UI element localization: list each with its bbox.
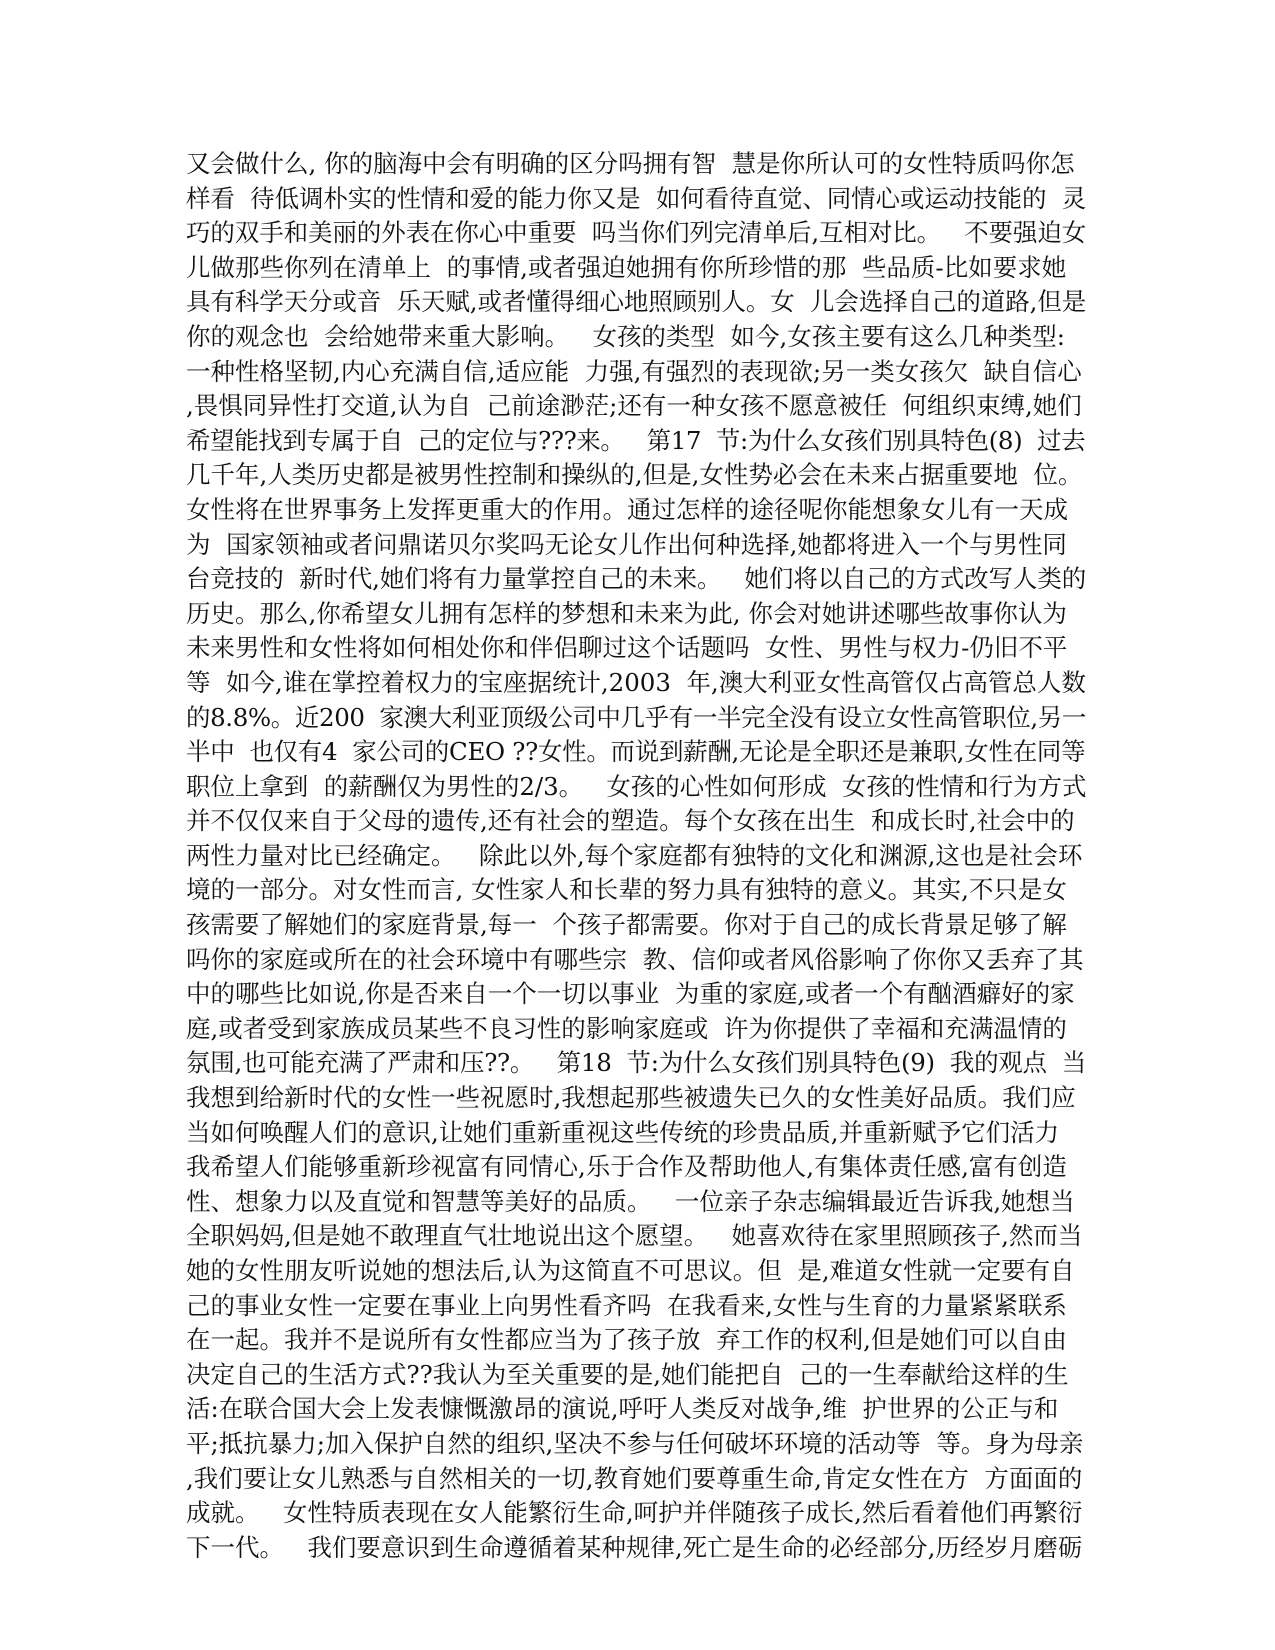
text-line: 她的女性朋友听说她的想法后,认为这简直不可思议。但 是,难道女性就一定要有自 xyxy=(186,1256,1075,1285)
text-line: 具有科学天分或音 乐天赋,或者懂得细心地照顾别人。女 儿会选择自己的道路,但是 xyxy=(186,287,1086,317)
text-line: 历史。那么,你希望女儿拥有怎样的梦想和未来为此, 你会对她讲述哪些故事你认为 xyxy=(186,598,1067,628)
text-line: 希望能找到专属于自 己的定位与???来。 第17 节:为什么女孩们别具特色(8) 过去 xyxy=(186,425,1086,455)
text-line: 在一起。我并不是说所有女性都应当为了孩子放 弃工作的权利,但是她们可以自由 xyxy=(186,1325,1067,1355)
text-line: 平;抵抗暴力;加入保护自然的组织,坚决不参与任何破坏环境的活动等 等。身为母亲 xyxy=(186,1428,1084,1458)
text-line: 的8.8%。近200 家澳大利亚顶级公司中几乎有一半完全没有设立女性高管职位,另一 xyxy=(186,702,1086,732)
text-line: 庭,或者受到家族成员某些不良习性的影响家庭或 许为你提供了幸福和充满温情的 xyxy=(186,1013,1067,1043)
text-line: 性、想象力以及直觉和智慧等美好的品质。 一位亲子杂志编辑最近告诉我,她想当 xyxy=(186,1186,1075,1216)
text-line: 当如何唤醒人们的意识,让她们重新重视这些传统的珍贵品质,并重新赋予它们活力 xyxy=(186,1117,1060,1147)
text-line: ,畏惧同异性打交道,认为自 己前途渺茫;还有一种女孩不愿意被任 何组织束缚,她们 xyxy=(186,391,1082,421)
text-line: 并不仅仅来自于父母的遗传,还有社会的塑造。每个女孩在出生 和成长时,社会中的 xyxy=(186,806,1075,836)
text-line: 我想到给新时代的女性一些祝愿时,我想起那些被遗失已久的女性美好品质。我们应 xyxy=(186,1083,1076,1113)
text-line: 一种性格坚韧,内心充满自信,适应能 力强,有强烈的表现欲;另一类女孩欠 缺自信心 xyxy=(186,356,1082,386)
text-line: 己的事业女性一定要在事业上向男性看齐吗 在我看来,女性与生育的力量紧紧联系 xyxy=(186,1290,1067,1320)
text-line: 两性力量对比已经确定。 除此以外,每个家庭都有独特的文化和渊源,这也是社会环 xyxy=(186,840,1083,870)
text-line: 我希望人们能够重新珍视富有同情心,乐于合作及帮助他人,有集体责任感,富有创造 xyxy=(186,1152,1067,1182)
text-line: 儿做那些你列在清单上 的事情,或者强迫她拥有你所珍惜的那 些品质-比如要求她 xyxy=(186,252,1067,282)
text-line: 成就。 女性特质表现在女人能繁衍生命,呵护并伴随孩子成长,然后看着他们再繁衍 xyxy=(186,1498,1083,1528)
text-line: 职位上拿到 的薪酬仅为男性的2/3。 女孩的心性如何形成 女孩的性情和行为方式 xyxy=(186,771,1086,801)
text-line: 下一代。 我们要意识到生命遵循着某种规律,死亡是生命的必经部分,历经岁月磨砺 xyxy=(186,1532,1083,1562)
text-line: 全职妈妈,但是她不敢理直气壮地说出这个愿望。 她喜欢待在家里照顾孩子,然而当 xyxy=(186,1221,1083,1251)
text-line: 吗你的家庭或所在的社会环境中有哪些宗 教、信仰或者风俗影响了你你又丢弃了其 xyxy=(186,944,1084,974)
text-line: 境的一部分。对女性而言, 女性家人和长辈的努力具有独特的意义。其实,不只是女 xyxy=(186,875,1067,905)
text-line: 又会做什么, 你的脑海中会有明确的区分吗拥有智 慧是你所认可的女性特质吗你怎 xyxy=(186,149,1075,178)
text-line: 女性将在世界事务上发挥更重大的作用。通过怎样的途径呢你能想象女儿有一天成 xyxy=(186,494,1068,524)
text-line: 半中 也仅有4 家公司的CEO ??女性。而说到薪酬,无论是全职还是兼职,女性在同等 xyxy=(186,737,1086,767)
text-line: 氛围,也可能充满了严肃和压??。 第18 节:为什么女孩们别具特色(9) 我的观点 当 xyxy=(186,1048,1086,1078)
text-line: ,我们要让女儿熟悉与自然相关的一切,教育她们要尊重生命,肯定女性在方 方面面的 xyxy=(186,1463,1083,1493)
text-line: 你的观念也 会给她带来重大影响。 女孩的类型 如今,女孩主要有这么几种类型: xyxy=(186,321,1066,351)
body-text xyxy=(186,147,1086,1565)
text-line: 活:在联合国大会上发表慷慨激昂的演说,呼吁人类反对战争,维 护世界的公正与和 xyxy=(186,1394,1059,1424)
text-line: 为 国家领袖或者问鼎诺贝尔奖吗无论女儿作出何种选择,她都将进入一个与男性同 xyxy=(186,529,1067,559)
text-line: 决定自己的生活方式??我认为至关重要的是,她们能把自 己的一生奉献给这样的生 xyxy=(186,1359,1069,1389)
text-line: 中的哪些比如说,你是否来自一个一切以事业 为重的家庭,或者一个有酗酒癖好的家 xyxy=(186,979,1075,1009)
text-line: 孩需要了解她们的家庭背景,每一 个孩子都需要。你对于自己的成长背景足够了解 xyxy=(186,910,1067,940)
text-line: 几千年,人类历史都是被男性控制和操纵的,但是,女性势必会在未来占据重要地 位。 xyxy=(186,460,1083,490)
text-line: 巧的双手和美丽的外表在你心中重要 吗当你们列完清单后,互相对比。 不要强迫女 xyxy=(186,218,1086,248)
text-line: 样看 待低调朴实的性情和爱的能力你又是 如何看待直觉、同情心或运动技能的 灵 xyxy=(186,183,1086,213)
text-line: 台竞技的 新时代,她们将有力量掌控自己的未来。 她们将以自己的方式改写人类的 xyxy=(186,564,1086,594)
text-line: 等 如今,谁在掌控着权力的宝座据统计,2003 年,澳大利亚女性高管仅占高管总人数 xyxy=(186,667,1086,697)
text-line: 未来男性和女性将如何相处你和伴侣聊过这个话题吗 女性、男性与权力-仍旧不平 xyxy=(186,633,1068,663)
